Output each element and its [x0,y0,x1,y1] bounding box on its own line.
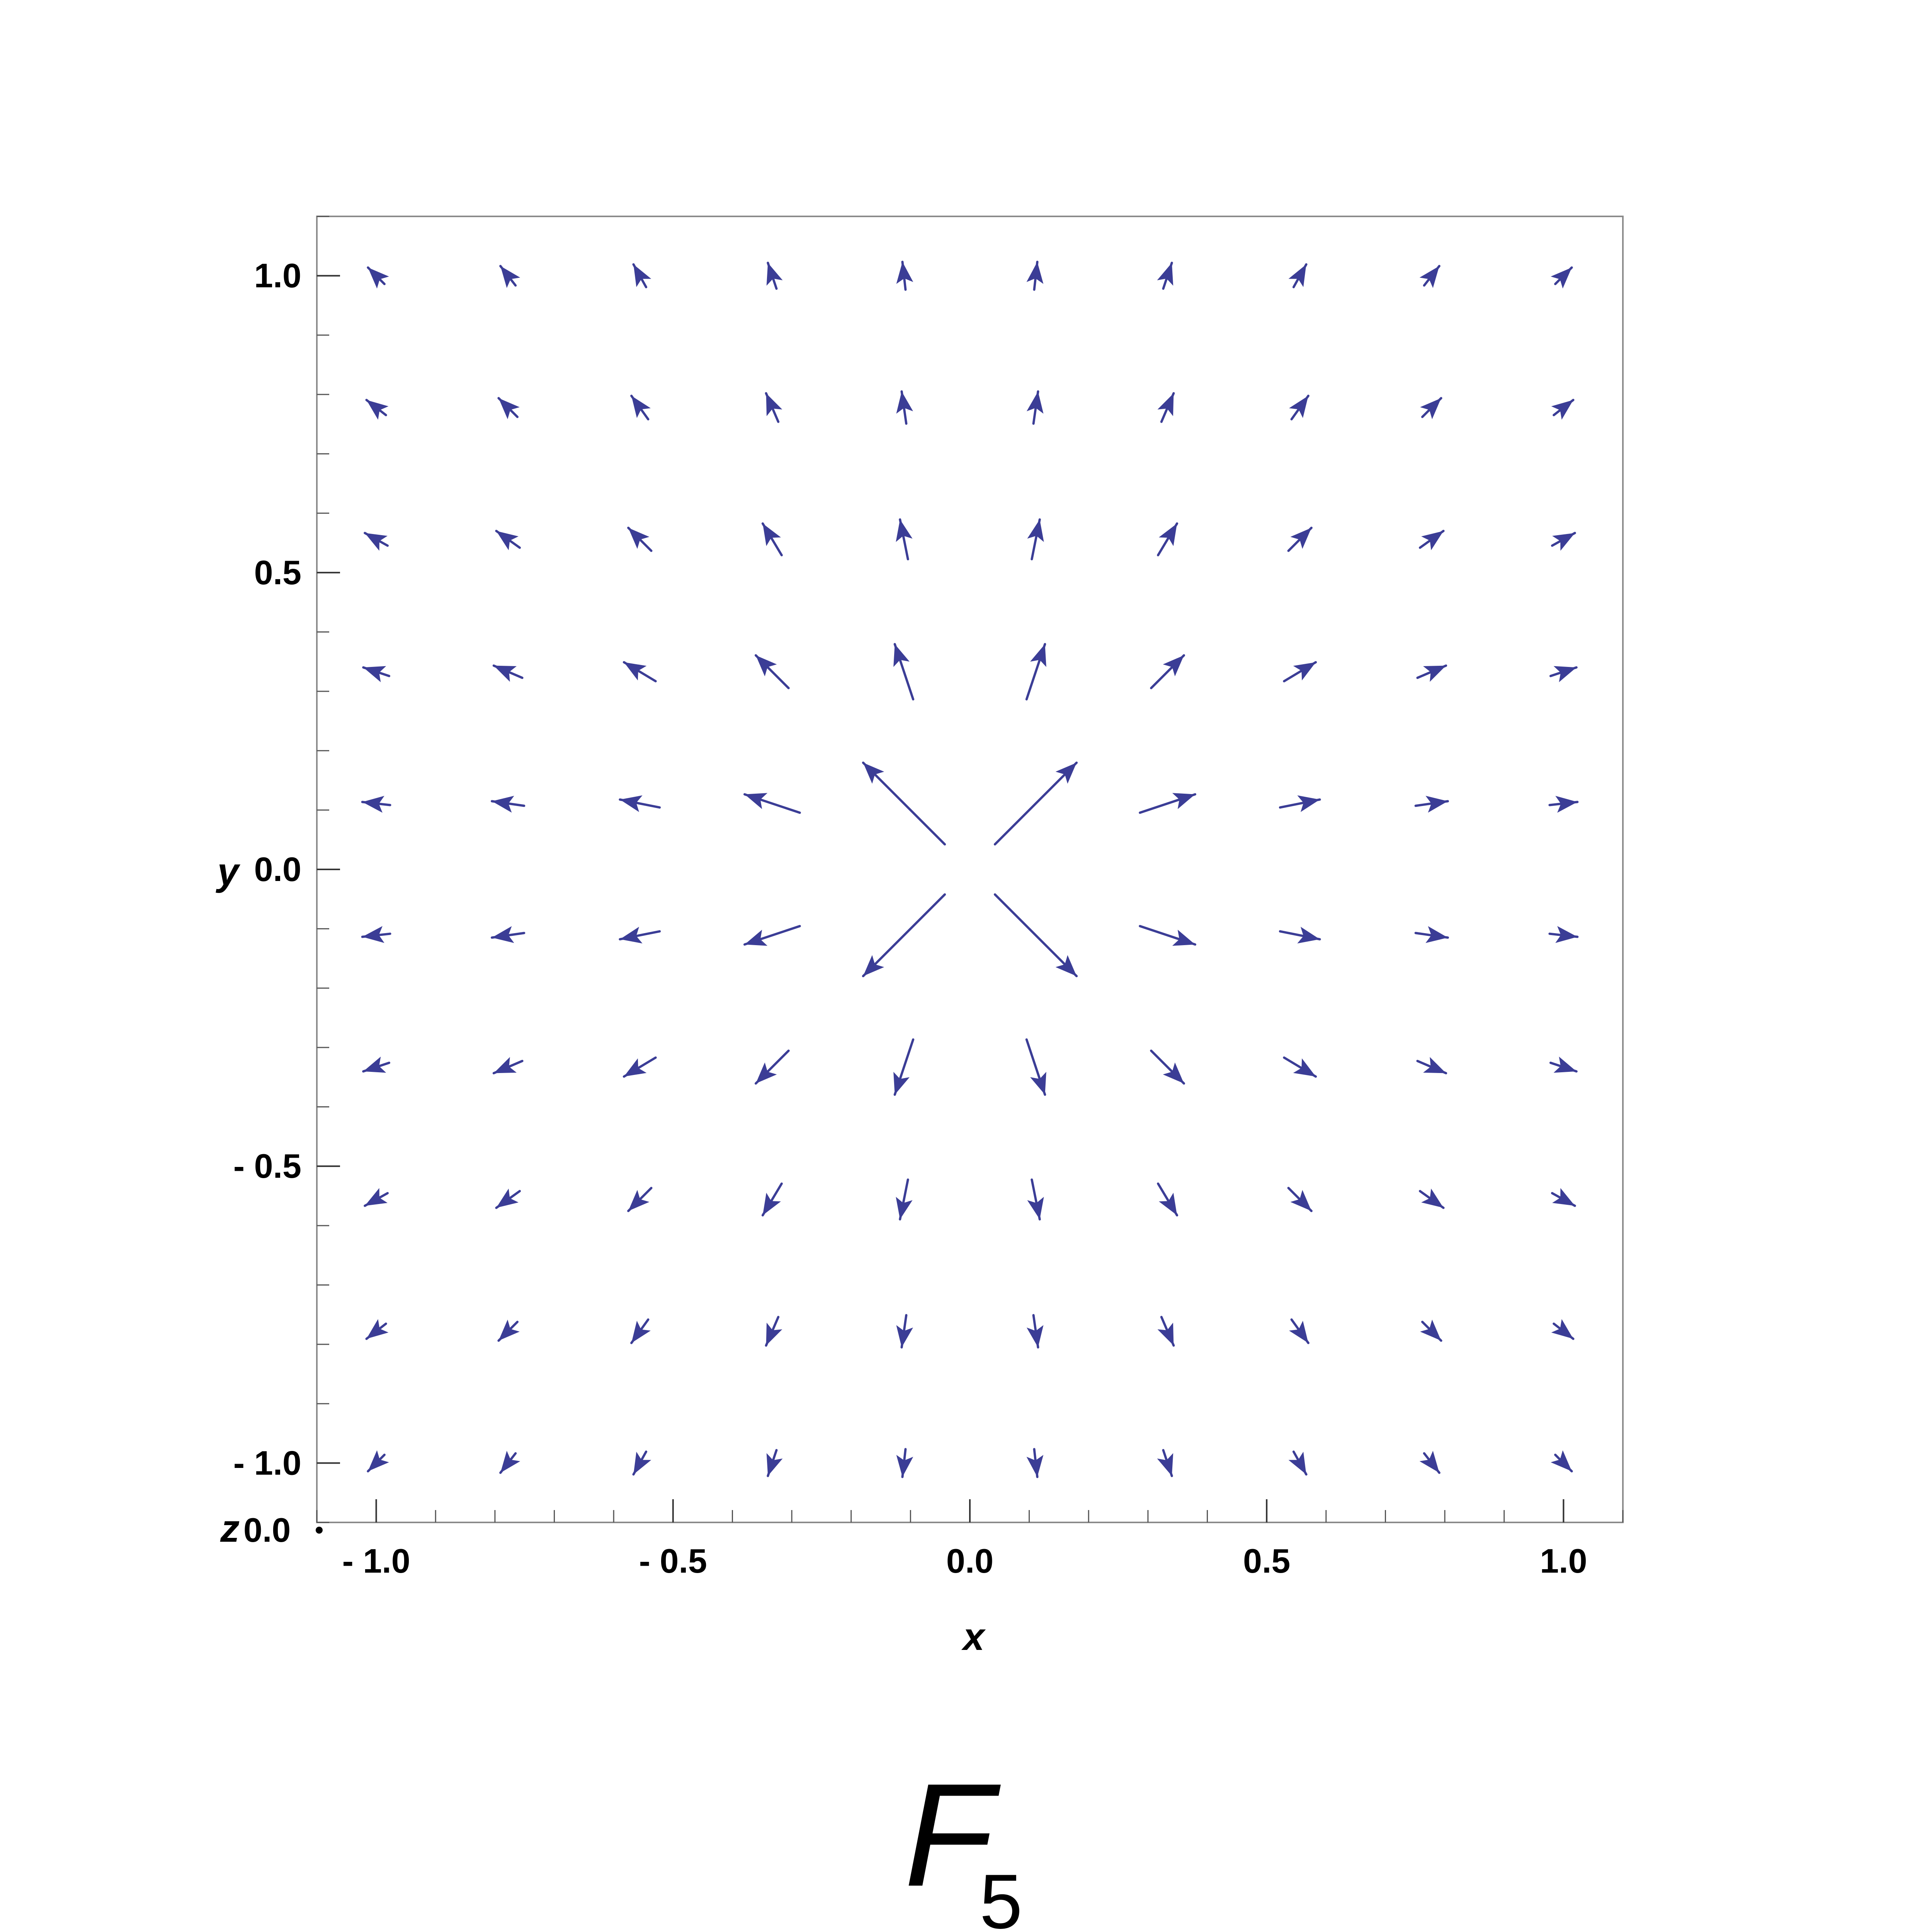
x-tick-labels [342,1542,1587,1580]
z-axis-title: z [220,1507,240,1550]
x-tick-label: - 1.0 [342,1542,410,1580]
z-slice-marker [316,1527,323,1534]
x-tick-label: 0.5 [1243,1542,1291,1580]
caption-main: F [904,1753,994,1917]
y-axis-title: y [217,850,239,893]
y-tick-label: - 0.5 [233,1147,301,1185]
x-tick-label: - 0.5 [639,1542,707,1580]
z-slice-label: 0.0 [243,1511,291,1549]
caption-subscript: 5 [980,1859,1023,1932]
x-tick-label: 0.0 [946,1542,994,1580]
y-tick-labels [233,257,301,1482]
y-tick-label: 1.0 [254,256,301,295]
y-tick-label: 0.0 [254,850,301,888]
x-tick-label: 1.0 [1540,1542,1587,1580]
y-tick-label: - 1.0 [233,1444,301,1482]
y-tick-label: 0.5 [254,553,301,592]
x-axis-title: x [963,1615,985,1658]
